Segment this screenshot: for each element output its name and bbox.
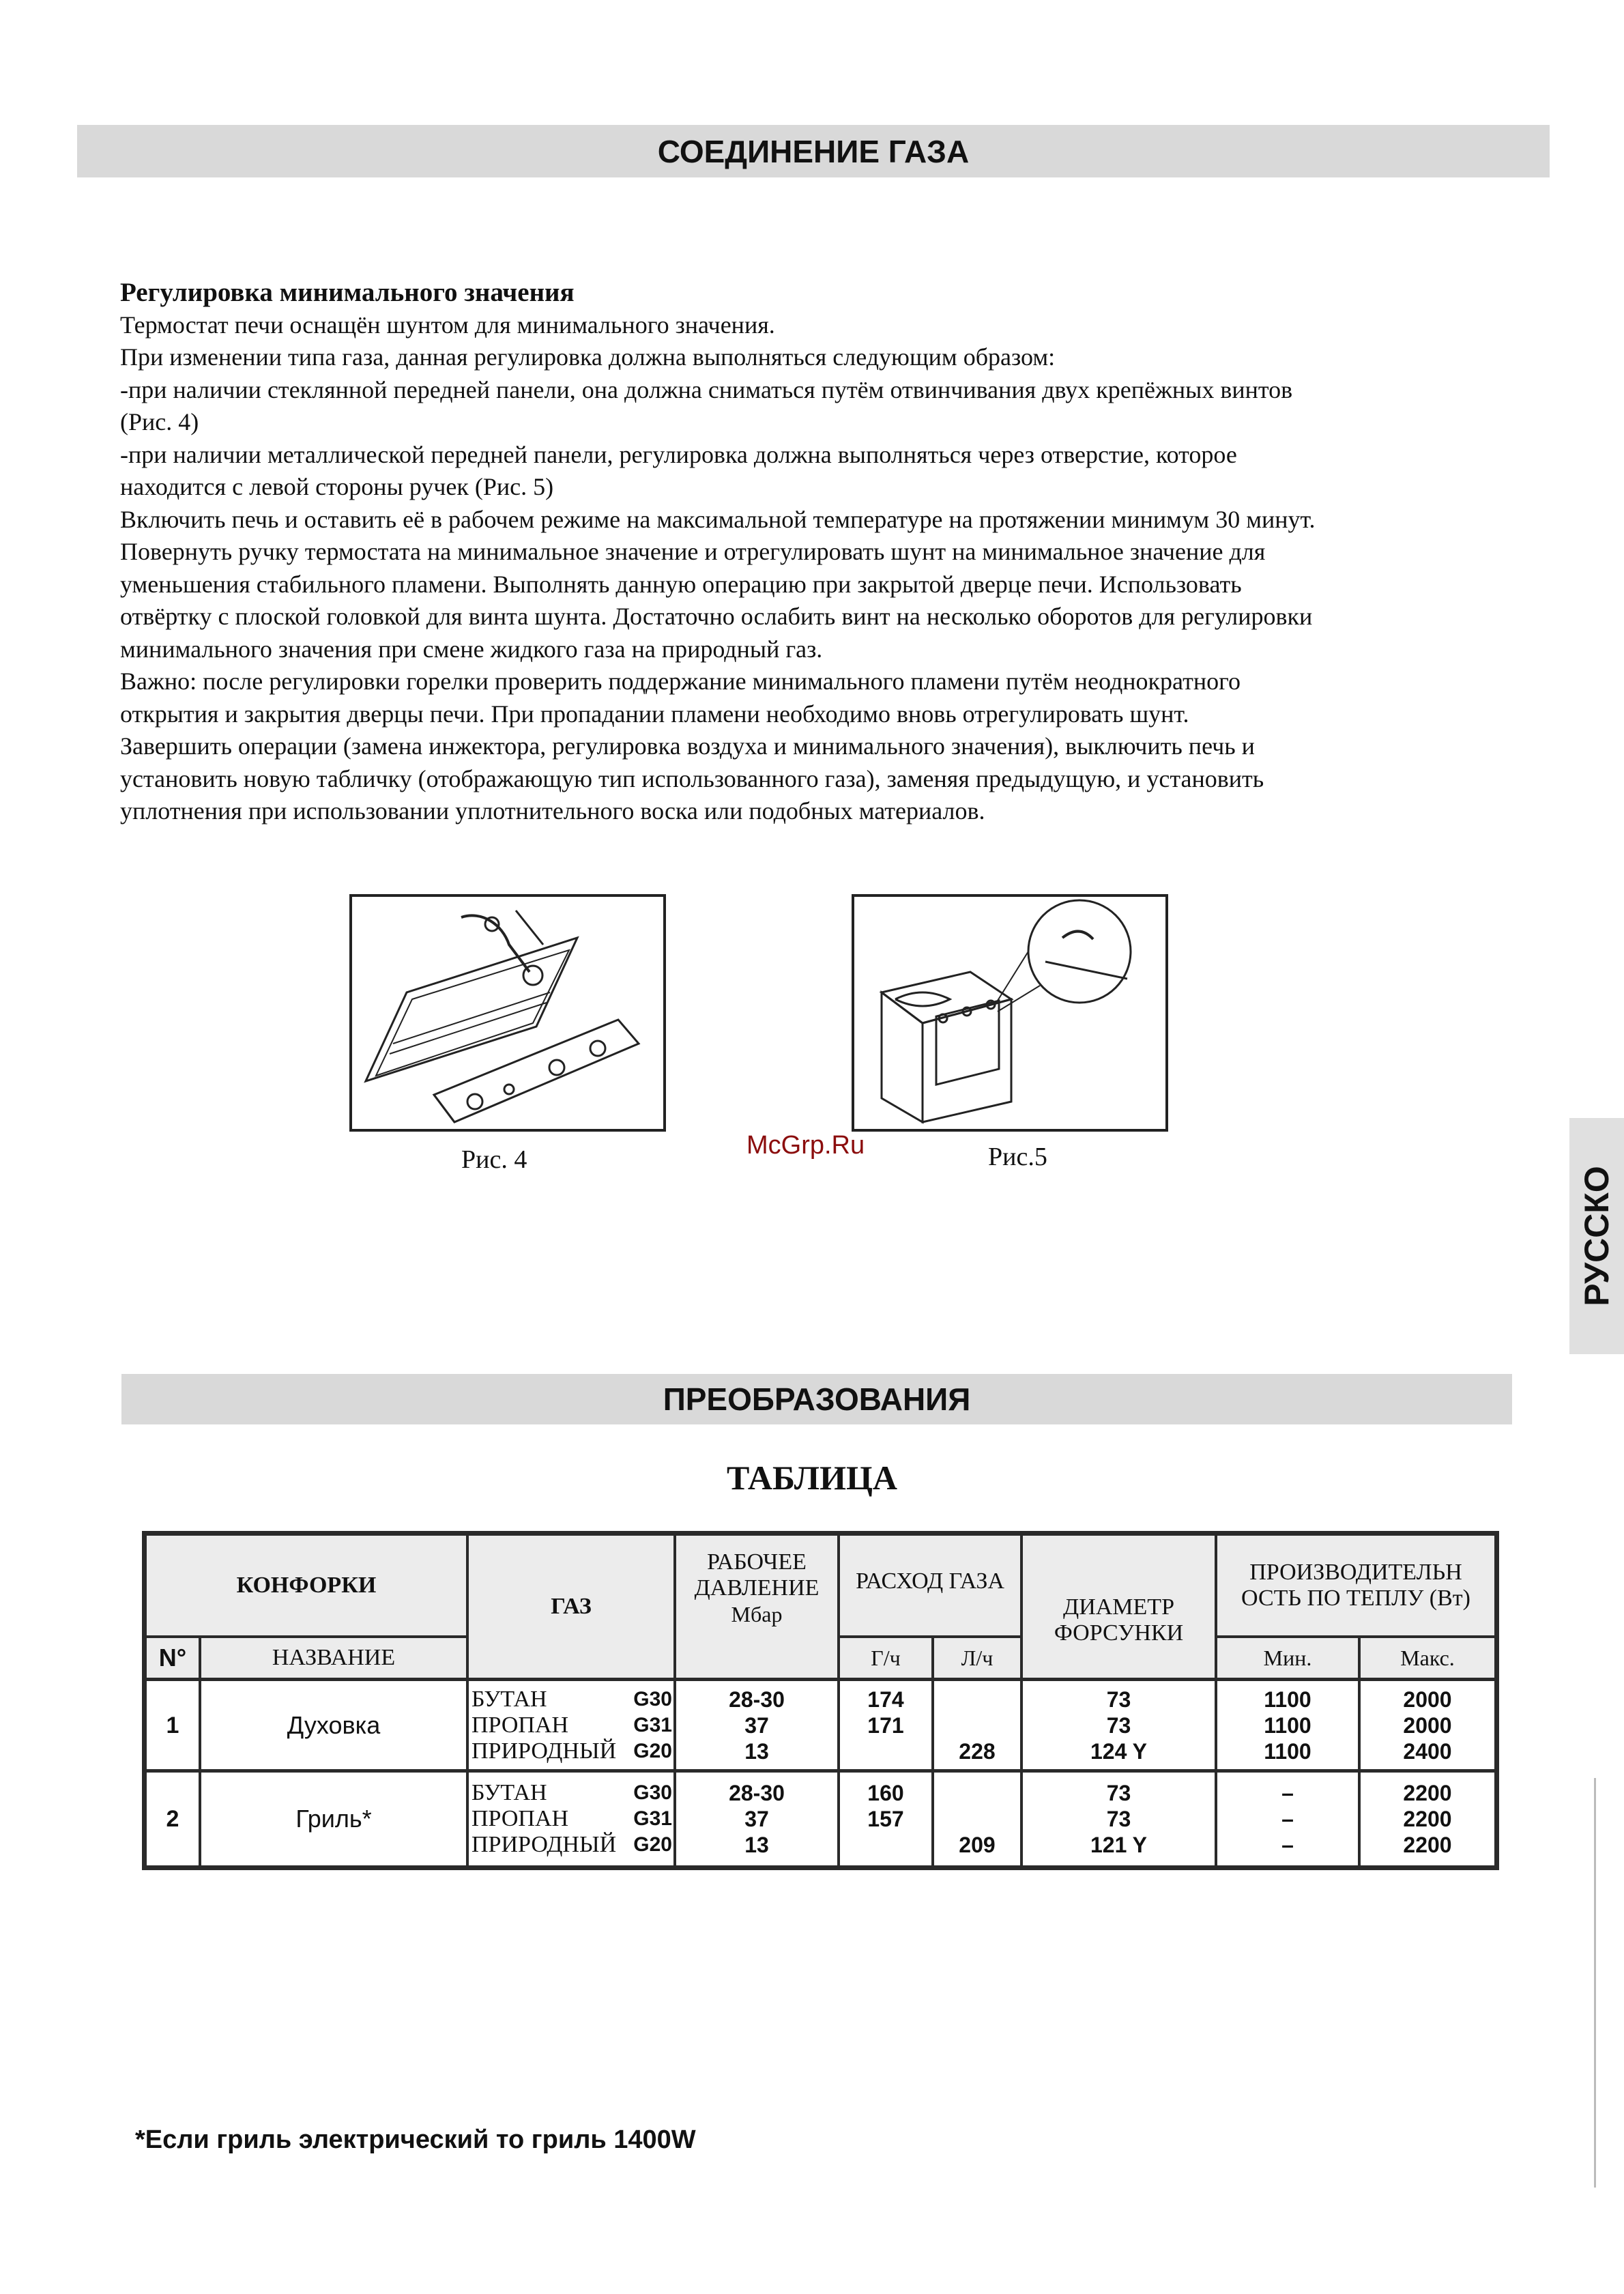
header-pressure-label: РАБОЧЕЕ ДАВЛЕНИЕ	[694, 1549, 820, 1601]
text-line: -при наличии стеклянной передней панели, она должна сниматься путём отвинчивания двух крепёжных винтов	[120, 375, 1293, 403]
language-side-tab	[1569, 1118, 1624, 1354]
section-title-conversion: ПРЕОБРАЗОВАНИЯ	[121, 1374, 1512, 1424]
header-nozzle: ДИАМЕТР ФОРСУНКИ	[1054, 1594, 1184, 1646]
row-power-max	[1361, 1681, 1494, 1769]
figure-5-caption: Рис.5	[988, 1143, 1047, 1171]
cons-lh-value: 209	[959, 1833, 996, 1857]
row-power-max	[1361, 1773, 1494, 1865]
gas-name: БУТАН	[472, 1780, 547, 1805]
cons-gh-value: 171	[867, 1712, 904, 1738]
nozzle-value: 124 Y	[1090, 1738, 1148, 1764]
header-pressure	[676, 1549, 837, 1672]
text-line: отвёртку с плоской головкой для винта шунта. Достаточно ослабить винт на несколько оборотов для регулировки	[120, 603, 1313, 630]
pressure-value: 37	[744, 1807, 769, 1831]
nozzle-value: 73	[1106, 1712, 1131, 1738]
text-line: (Рис. 4)	[120, 408, 199, 435]
header-consumption: РАСХОД ГАЗА	[856, 1568, 1004, 1594]
gas-code: G30	[633, 1781, 672, 1804]
panel-screws-drawing	[352, 897, 663, 1129]
header-number: N°	[158, 1644, 187, 1672]
text-line: При изменении типа газа, данная регулировка должна выполняться следующим образом:	[120, 343, 1056, 371]
header-cons-gh: Г/ч	[871, 1646, 901, 1670]
nozzle-value: 121 Y	[1090, 1833, 1148, 1857]
gas-item	[469, 1738, 673, 1764]
header-name: НАЗВАНИЕ	[272, 1645, 396, 1670]
header-power-min: Мин.	[1263, 1646, 1312, 1670]
power-max-value: 2000	[1403, 1712, 1452, 1738]
cons-gh-value: 160	[867, 1781, 904, 1805]
row-power-min	[1217, 1681, 1358, 1769]
text-line: установить новую табличку (отображающую тип использованного газа), заменяя предыдущую, и установить	[120, 764, 1264, 792]
cons-lh-value: 228	[959, 1738, 996, 1764]
header-cons-lh: Л/ч	[961, 1646, 994, 1670]
row-cons-gh	[840, 1681, 931, 1769]
gas-code: G30	[633, 1687, 672, 1710]
row-number: 2	[166, 1806, 179, 1832]
header-gas: ГАЗ	[551, 1594, 592, 1619]
text-line: Важно: после регулировки горелки проверить поддержание минимального пламени путём неоднократного	[120, 668, 1241, 695]
text-line: уменьшения стабильного пламени. Выполнять данную операцию при закрытой дверце печи. Использовать	[120, 570, 1242, 598]
power-max-value: 2000	[1403, 1687, 1452, 1712]
power-max-value: 2200	[1403, 1807, 1452, 1831]
figure-5-oven-illustration	[852, 894, 1168, 1132]
row-pressure	[676, 1773, 837, 1865]
row-gas-list	[469, 1773, 673, 1865]
gas-code: G31	[633, 1713, 672, 1736]
gas-item	[469, 1832, 673, 1858]
row-cons-lh	[934, 1681, 1020, 1769]
text-line: находится с левой стороны ручек (Рис. 5)	[120, 473, 554, 500]
pressure-value: 28-30	[729, 1781, 785, 1805]
row-cons-gh	[840, 1773, 931, 1865]
row-pressure	[676, 1681, 837, 1769]
power-max-value: 2200	[1403, 1781, 1452, 1805]
text-line: Завершить операции (замена инжектора, регулировка воздуха и минимального значения), выключить печь и	[120, 732, 1255, 760]
power-min-value: –	[1281, 1833, 1294, 1857]
gas-code: G20	[633, 1833, 672, 1856]
power-min-value: 1100	[1264, 1687, 1311, 1712]
edge-divider	[1594, 1778, 1596, 2188]
text-line: Включить печь и оставить её в рабочем режиме на максимальной температуре на протяжении минимум 30 минут.	[120, 505, 1316, 533]
oven-drawing	[854, 897, 1165, 1129]
header-burners: КОНФОРКИ	[236, 1573, 377, 1598]
row-nozzle	[1023, 1773, 1215, 1865]
power-min-value: –	[1281, 1781, 1294, 1805]
pressure-value: 13	[744, 1738, 769, 1764]
text-line: минимального значения при смене жидкого газа на природный газ.	[120, 635, 823, 663]
nozzle-value: 73	[1106, 1781, 1131, 1805]
language-tab-label: РУССКО	[1578, 1166, 1616, 1306]
body-text	[120, 276, 1526, 828]
watermark-text: McGrp.Ru	[746, 1131, 865, 1160]
pressure-value: 37	[744, 1712, 769, 1738]
cons-gh-value: 157	[867, 1807, 904, 1831]
subsection-title: Регулировка минимального значения	[120, 278, 575, 307]
gas-item	[469, 1806, 673, 1832]
text-line: -при наличии металлической передней панели, регулировка должна выполняться через отверстие, которое	[120, 440, 1237, 468]
row-name: Духовка	[287, 1710, 381, 1739]
power-max-value: 2400	[1403, 1738, 1452, 1764]
gas-name: ПРИРОДНЫЙ	[472, 1738, 617, 1764]
pressure-value: 28-30	[729, 1687, 785, 1712]
conversion-table	[142, 1531, 1499, 1870]
text-line: уплотнения при использовании уплотнительного воска или подобных материалов.	[120, 797, 985, 825]
gas-name: БУТАН	[472, 1686, 547, 1712]
power-min-value: –	[1281, 1807, 1294, 1831]
power-min-value: 1100	[1264, 1738, 1311, 1764]
row-number: 1	[166, 1712, 179, 1738]
row-nozzle	[1023, 1681, 1215, 1769]
pressure-value: 13	[744, 1833, 769, 1857]
cons-gh-value: 174	[867, 1687, 904, 1712]
gas-item	[469, 1712, 673, 1738]
row-name: Гриль*	[295, 1805, 372, 1833]
table-title: ТАБЛИЦА	[727, 1459, 897, 1497]
row-cons-lh	[934, 1773, 1020, 1865]
nozzle-value: 73	[1106, 1807, 1131, 1831]
header-power: ПРОИЗВОДИТЕЛЬН ОСТЬ ПО ТЕПЛУ (Вт)	[1241, 1560, 1470, 1611]
row-gas-list	[469, 1681, 673, 1769]
gas-name: ПРИРОДНЫЙ	[472, 1832, 617, 1857]
figure-4-panel-illustration	[349, 894, 666, 1132]
gas-name: ПРОПАН	[472, 1712, 569, 1738]
gas-code: G31	[633, 1807, 672, 1830]
text-line: Повернуть ручку термостата на минимальное значение и отрегулировать шунт на минимальное значение для	[120, 538, 1266, 565]
gas-name: ПРОПАН	[472, 1806, 569, 1831]
nozzle-value: 73	[1106, 1687, 1131, 1712]
text-line: Термостат печи оснащён шунтом для минимального значения.	[120, 311, 775, 339]
gas-item	[469, 1780, 673, 1806]
text-line: открытия и закрытия дверцы печи. При пропадании пламени необходимо вновь отрегулировать шунт.	[120, 700, 1189, 728]
gas-code: G20	[633, 1739, 672, 1762]
row-power-min	[1217, 1773, 1358, 1865]
figure-4-caption: Рис. 4	[461, 1145, 527, 1174]
footnote: *Если гриль электрический то гриль 1400W	[135, 2125, 696, 2154]
header-power-max: Макс.	[1400, 1646, 1455, 1670]
power-min-value: 1100	[1264, 1712, 1311, 1738]
section-title-gas: СОЕДИНЕНИЕ ГАЗА	[77, 125, 1550, 177]
header-pressure-unit: Мбар	[731, 1602, 783, 1626]
gas-item	[469, 1687, 673, 1712]
power-max-value: 2200	[1403, 1833, 1452, 1857]
